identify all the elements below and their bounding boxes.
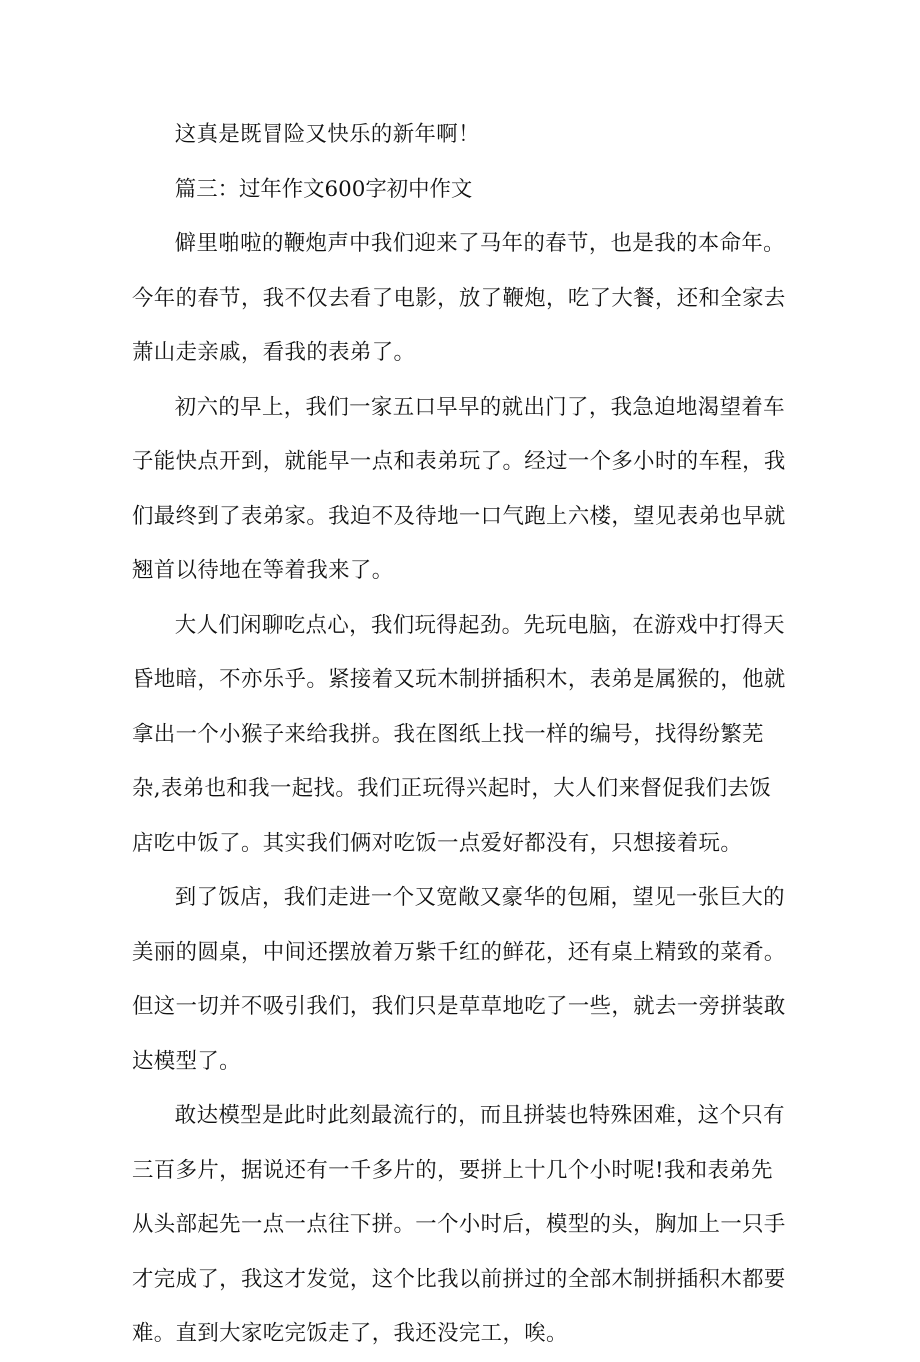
section-heading: 篇三：过年作文600字初中作文 [174, 176, 473, 202]
paragraph-sixth-day: 初六的早上，我们一家五口早早的就出门了，我急迫地渴望着车子能快点开到，就能早一点和表弟玩了。经过一个多小时的车程，我们最终到了表弟家。我迫不及待地一口气跑上六楼，望见表弟也早就翘首以待地在等着我来了。 [132, 394, 786, 583]
document-body [132, 108, 792, 1362]
paragraph-playing: 大人们闲聊吃点心，我们玩得起劲。先玩电脑，在游戏中打得天昏地暗，不亦乐乎。紧接着又玩木制拼插积木，表弟是属猴的，他就拿出一个小猴子来给我拼。我在图纸上找一样的编号，找得纷繁芜杂,表弟也和我一起找。我们正玩得兴起时，大人们来督促我们去饭店吃中饭了。其实我们俩对吃饭一点爱好都没有，只想接着玩。 [132, 612, 786, 856]
paragraph-restaurant: 到了饭店，我们走进一个又宽敞又豪华的包厢，望见一张巨大的美丽的圆桌，中间还摆放着万紫千红的鲜花，还有桌上精致的菜肴。但这一切并不吸引我们，我们只是草草地吃了一些，就去一旁拼装敢达模型了。 [132, 885, 786, 1074]
paragraph-spring-festival: 僻里啪啦的鞭炮声中我们迎来了马年的春节，也是我的本命年。今年的春节，我不仅去看了电影，放了鞭炮，吃了大餐，还和全家去萧山走亲戚，看我的表弟了。 [132, 231, 786, 365]
paragraph-gundam-model: 敢达模型是此时此刻最流行的，而且拼装也特殊困难，这个只有三百多片，据说还有一千多片的，要拼上十几个小时呢!我和表弟先从头部起先一点一点往下拼。一个小时后，模型的头，胸加上一只手才完成了，我这才发觉，这个比我以前拼过的全部木制拼插积木都要难。直到大家吃完饭走了，我还没完工，唉。 [132, 1103, 786, 1346]
paragraph-closing-line: 这真是既冒险又快乐的新年啊！ [174, 122, 480, 147]
